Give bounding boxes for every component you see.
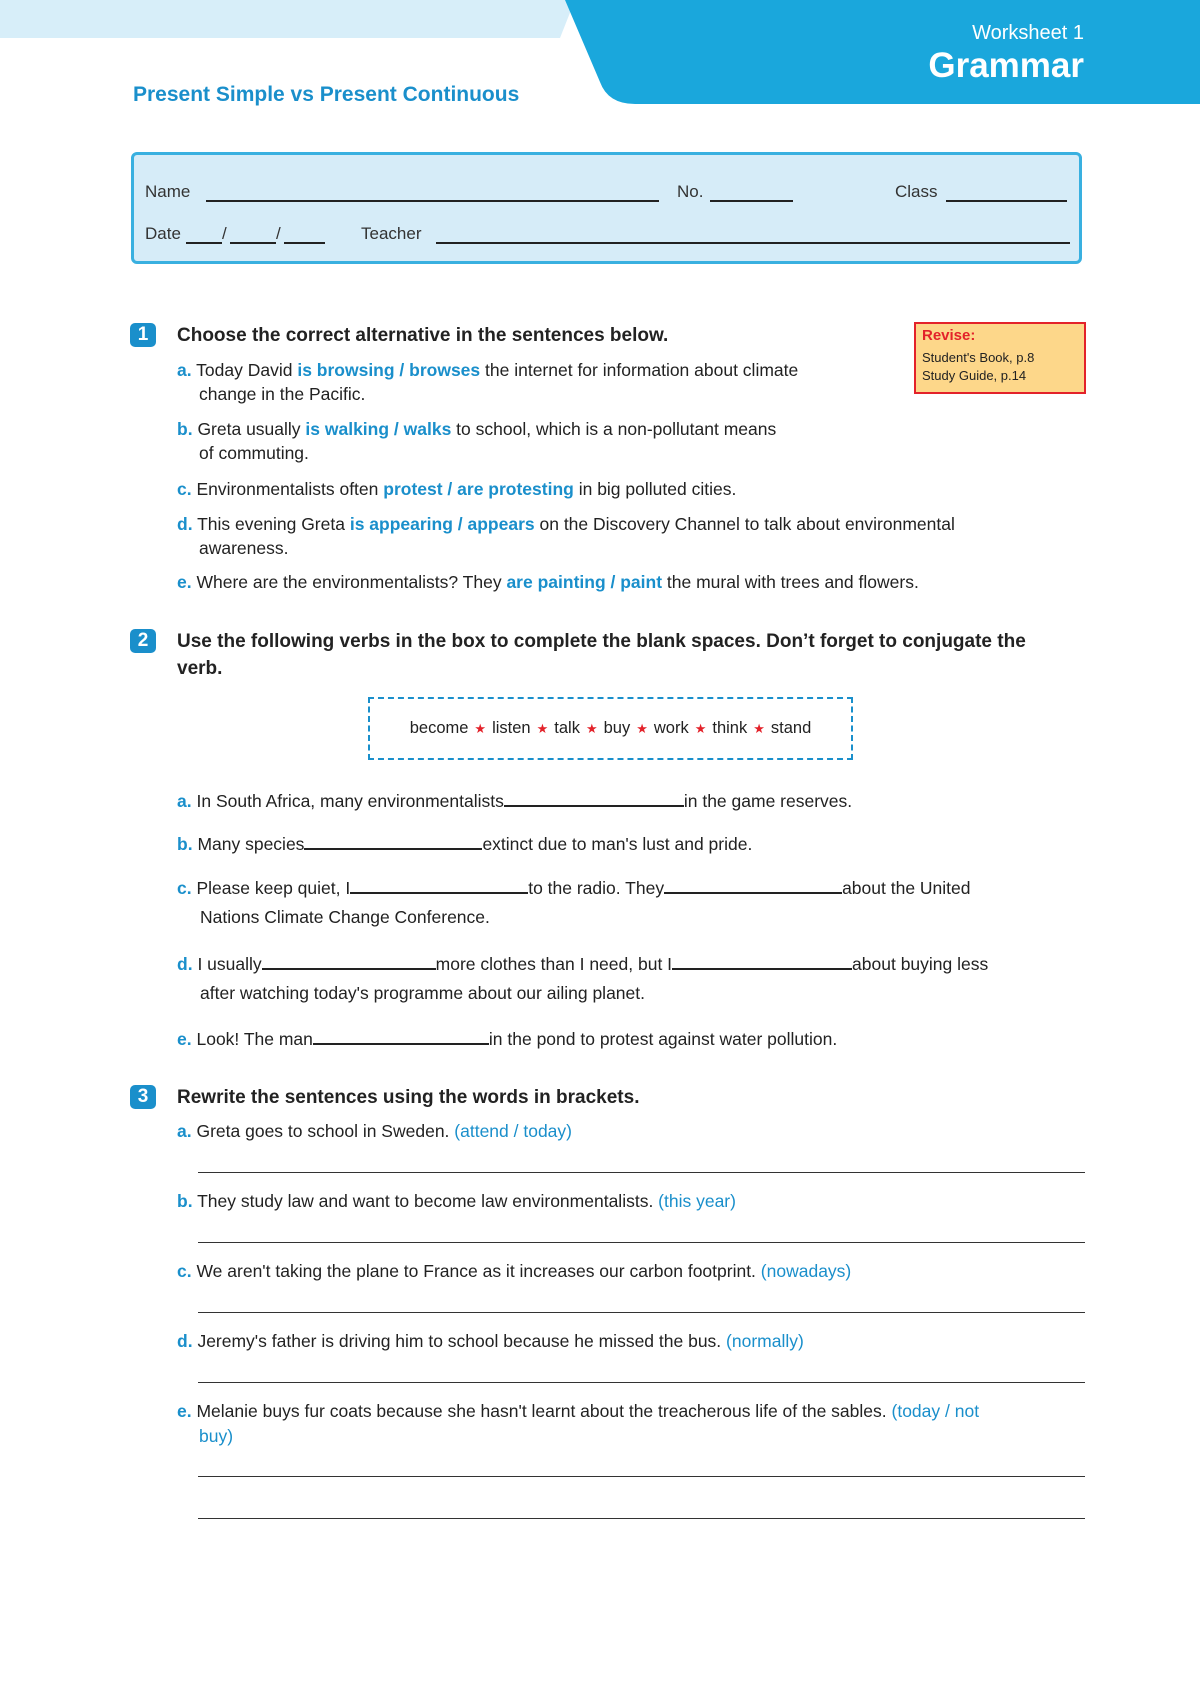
answer-line[interactable] [198, 1172, 1085, 1173]
answer-blank[interactable] [672, 950, 852, 970]
item-continuation: Nations Climate Change Conference. [200, 907, 490, 927]
item-bracket-hint: (nowadays) [760, 1261, 852, 1281]
exercise2-item [177, 1025, 837, 1051]
item-text: Environmentalists often [196, 479, 384, 499]
answer-line[interactable] [198, 1242, 1085, 1243]
item-letter: e. [177, 1029, 192, 1049]
date-month-field[interactable] [230, 242, 276, 244]
item-letter: a. [177, 1121, 192, 1141]
item-letter: b. [177, 834, 193, 854]
item-text: about the United [842, 878, 971, 898]
item-continuation: awareness. [199, 538, 289, 558]
date-day-field[interactable] [186, 242, 222, 244]
teacher-label: Teacher [361, 224, 422, 243]
verb-option: think [712, 719, 748, 737]
item-text: in the pond to protest against water pollution. [488, 1029, 838, 1049]
item-text: This evening Greta [197, 514, 350, 534]
answer-blank[interactable] [304, 830, 482, 850]
verb-option: work [653, 719, 689, 737]
item-text: Where are the environmentalists? They [196, 572, 507, 592]
item-options[interactable]: is browsing / browses [297, 360, 481, 380]
item-text: in the game reserves. [683, 791, 853, 811]
item-text: Many species [197, 834, 305, 854]
item-options[interactable]: is walking / walks [305, 419, 452, 439]
item-letter: c. [177, 1261, 192, 1281]
item-letter: b. [177, 1191, 193, 1211]
exercise2-item [177, 950, 988, 976]
date-separator: / [276, 224, 281, 243]
no-label: No. [677, 182, 704, 201]
item-text: to the radio. They [528, 878, 665, 898]
answer-blank[interactable] [350, 874, 528, 894]
answer-line[interactable] [198, 1518, 1085, 1519]
item-text: to school, which is a non-pollutant means [451, 419, 777, 439]
item-letter: d. [177, 514, 193, 534]
exercise2-item [177, 874, 971, 900]
item-letter: b. [177, 419, 193, 439]
exercise3-item [177, 1190, 736, 1213]
worksheet-label: Worksheet 1 [972, 22, 1084, 44]
item-text: more clothes than I need, but I [435, 954, 673, 974]
class-label: Class [895, 182, 938, 201]
date-separator: / [222, 224, 227, 243]
exercise2-item [177, 787, 852, 813]
item-text: They study law and want to become law environmentalists. [197, 1191, 659, 1211]
item-text: We aren't taking the plane to France as it increases our carbon footprint. [196, 1261, 761, 1281]
item-text: about buying less [852, 954, 989, 974]
exercise-number: 3 [130, 1085, 156, 1109]
exercise-instruction: verb. [177, 658, 223, 679]
item-text: Please keep quiet, I [196, 878, 351, 898]
exercise2-item [177, 830, 752, 856]
exercise1-item [177, 513, 955, 536]
item-letter: e. [177, 572, 192, 592]
name-field[interactable] [206, 200, 659, 202]
item-text: in big polluted cities. [573, 479, 737, 499]
student-info-box [131, 152, 1082, 264]
item-text: I usually [197, 954, 262, 974]
exercise1-item [177, 478, 736, 501]
item-options[interactable]: is appearing / appears [349, 514, 535, 534]
exercise-instruction: Use the following verbs in the box to complete the blank spaces. Don’t forget to conjugate the [177, 631, 1026, 652]
date-year-field[interactable] [284, 242, 325, 244]
item-text: on the Discovery Channel to talk about environmental [534, 514, 955, 534]
item-letter: d. [177, 1331, 193, 1351]
verb-box [368, 697, 853, 760]
item-continuation: after watching today's programme about our ailing planet. [200, 983, 645, 1003]
item-text: In South Africa, many environmentalists [196, 791, 504, 811]
item-bracket-hint: (today / not [891, 1401, 980, 1421]
item-letter: d. [177, 954, 193, 974]
item-letter: e. [177, 1401, 192, 1421]
star-icon: ★ [585, 720, 598, 736]
star-icon: ★ [753, 720, 765, 736]
answer-blank[interactable] [313, 1025, 489, 1045]
exercise-instruction: Choose the correct alternative in the sentences below. [177, 325, 669, 346]
item-letter: a. [177, 791, 192, 811]
item-text: Greta goes to school in Sweden. [196, 1121, 455, 1141]
item-bracket-hint: (this year) [658, 1191, 736, 1211]
item-options[interactable]: protest / are protesting [383, 479, 574, 499]
item-text: Today David [196, 360, 298, 380]
exercise-number: 2 [130, 629, 156, 653]
exercise3-item [177, 1260, 851, 1283]
item-options[interactable]: are painting / paint [506, 572, 663, 592]
item-bracket-hint: (normally) [726, 1331, 804, 1351]
verb-option: buy [603, 719, 631, 737]
item-text: Greta usually [197, 419, 306, 439]
verb-option: become [409, 719, 469, 737]
item-text: Melanie buys fur coats because she hasn't learnt about the treacherous life of the sables. [196, 1401, 892, 1421]
item-text: the mural with trees and flowers. [662, 572, 919, 592]
verb-option: talk [554, 719, 580, 737]
star-icon: ★ [694, 720, 707, 736]
answer-blank[interactable] [504, 787, 684, 807]
revise-reference: Study Guide, p.14 [922, 368, 1027, 383]
exercise3-item [177, 1120, 572, 1143]
star-icon: ★ [536, 720, 549, 736]
teacher-field[interactable] [436, 242, 1070, 244]
item-bracket-hint: buy) [199, 1426, 234, 1446]
verb-option: listen [492, 719, 531, 737]
exercise-instruction: Rewrite the sentences using the words in brackets. [177, 1087, 640, 1108]
item-letter: a. [177, 360, 192, 380]
item-continuation: of commuting. [199, 443, 309, 463]
revise-reference: Student's Book, p.8 [922, 350, 1035, 365]
item-letter: c. [177, 479, 192, 499]
class-field[interactable] [946, 200, 1067, 202]
worksheet-title: Grammar [928, 46, 1084, 85]
star-icon: ★ [636, 720, 648, 736]
answer-blank[interactable] [664, 874, 842, 894]
exercise1-item [177, 571, 919, 594]
number-field[interactable] [710, 200, 793, 202]
answer-blank[interactable] [262, 950, 436, 970]
item-text: Look! The man [196, 1029, 313, 1049]
verb-option: stand [770, 719, 812, 737]
exercise3-item [177, 1330, 804, 1353]
answer-line[interactable] [198, 1382, 1085, 1383]
item-text: the internet for information about climate [480, 360, 799, 380]
date-label: Date [145, 224, 181, 243]
item-bracket-hint: (attend / today) [454, 1121, 572, 1141]
revise-title: Revise: [922, 327, 976, 344]
exercise1-item [177, 418, 776, 441]
exercise-number: 1 [130, 323, 156, 347]
item-continuation: change in the Pacific. [199, 384, 366, 404]
exercise1-item [177, 359, 798, 382]
page-subtitle: Present Simple vs Present Continuous [133, 83, 520, 106]
exercise3-item [177, 1400, 979, 1423]
item-letter: c. [177, 878, 192, 898]
answer-line[interactable] [198, 1312, 1085, 1313]
item-text: extinct due to man's lust and pride. [482, 834, 753, 854]
revise-box [914, 322, 1086, 394]
star-icon: ★ [474, 720, 487, 736]
item-text: Jeremy's father is driving him to school because he missed the bus. [197, 1331, 727, 1351]
name-label: Name [145, 182, 191, 201]
answer-line[interactable] [198, 1476, 1085, 1477]
